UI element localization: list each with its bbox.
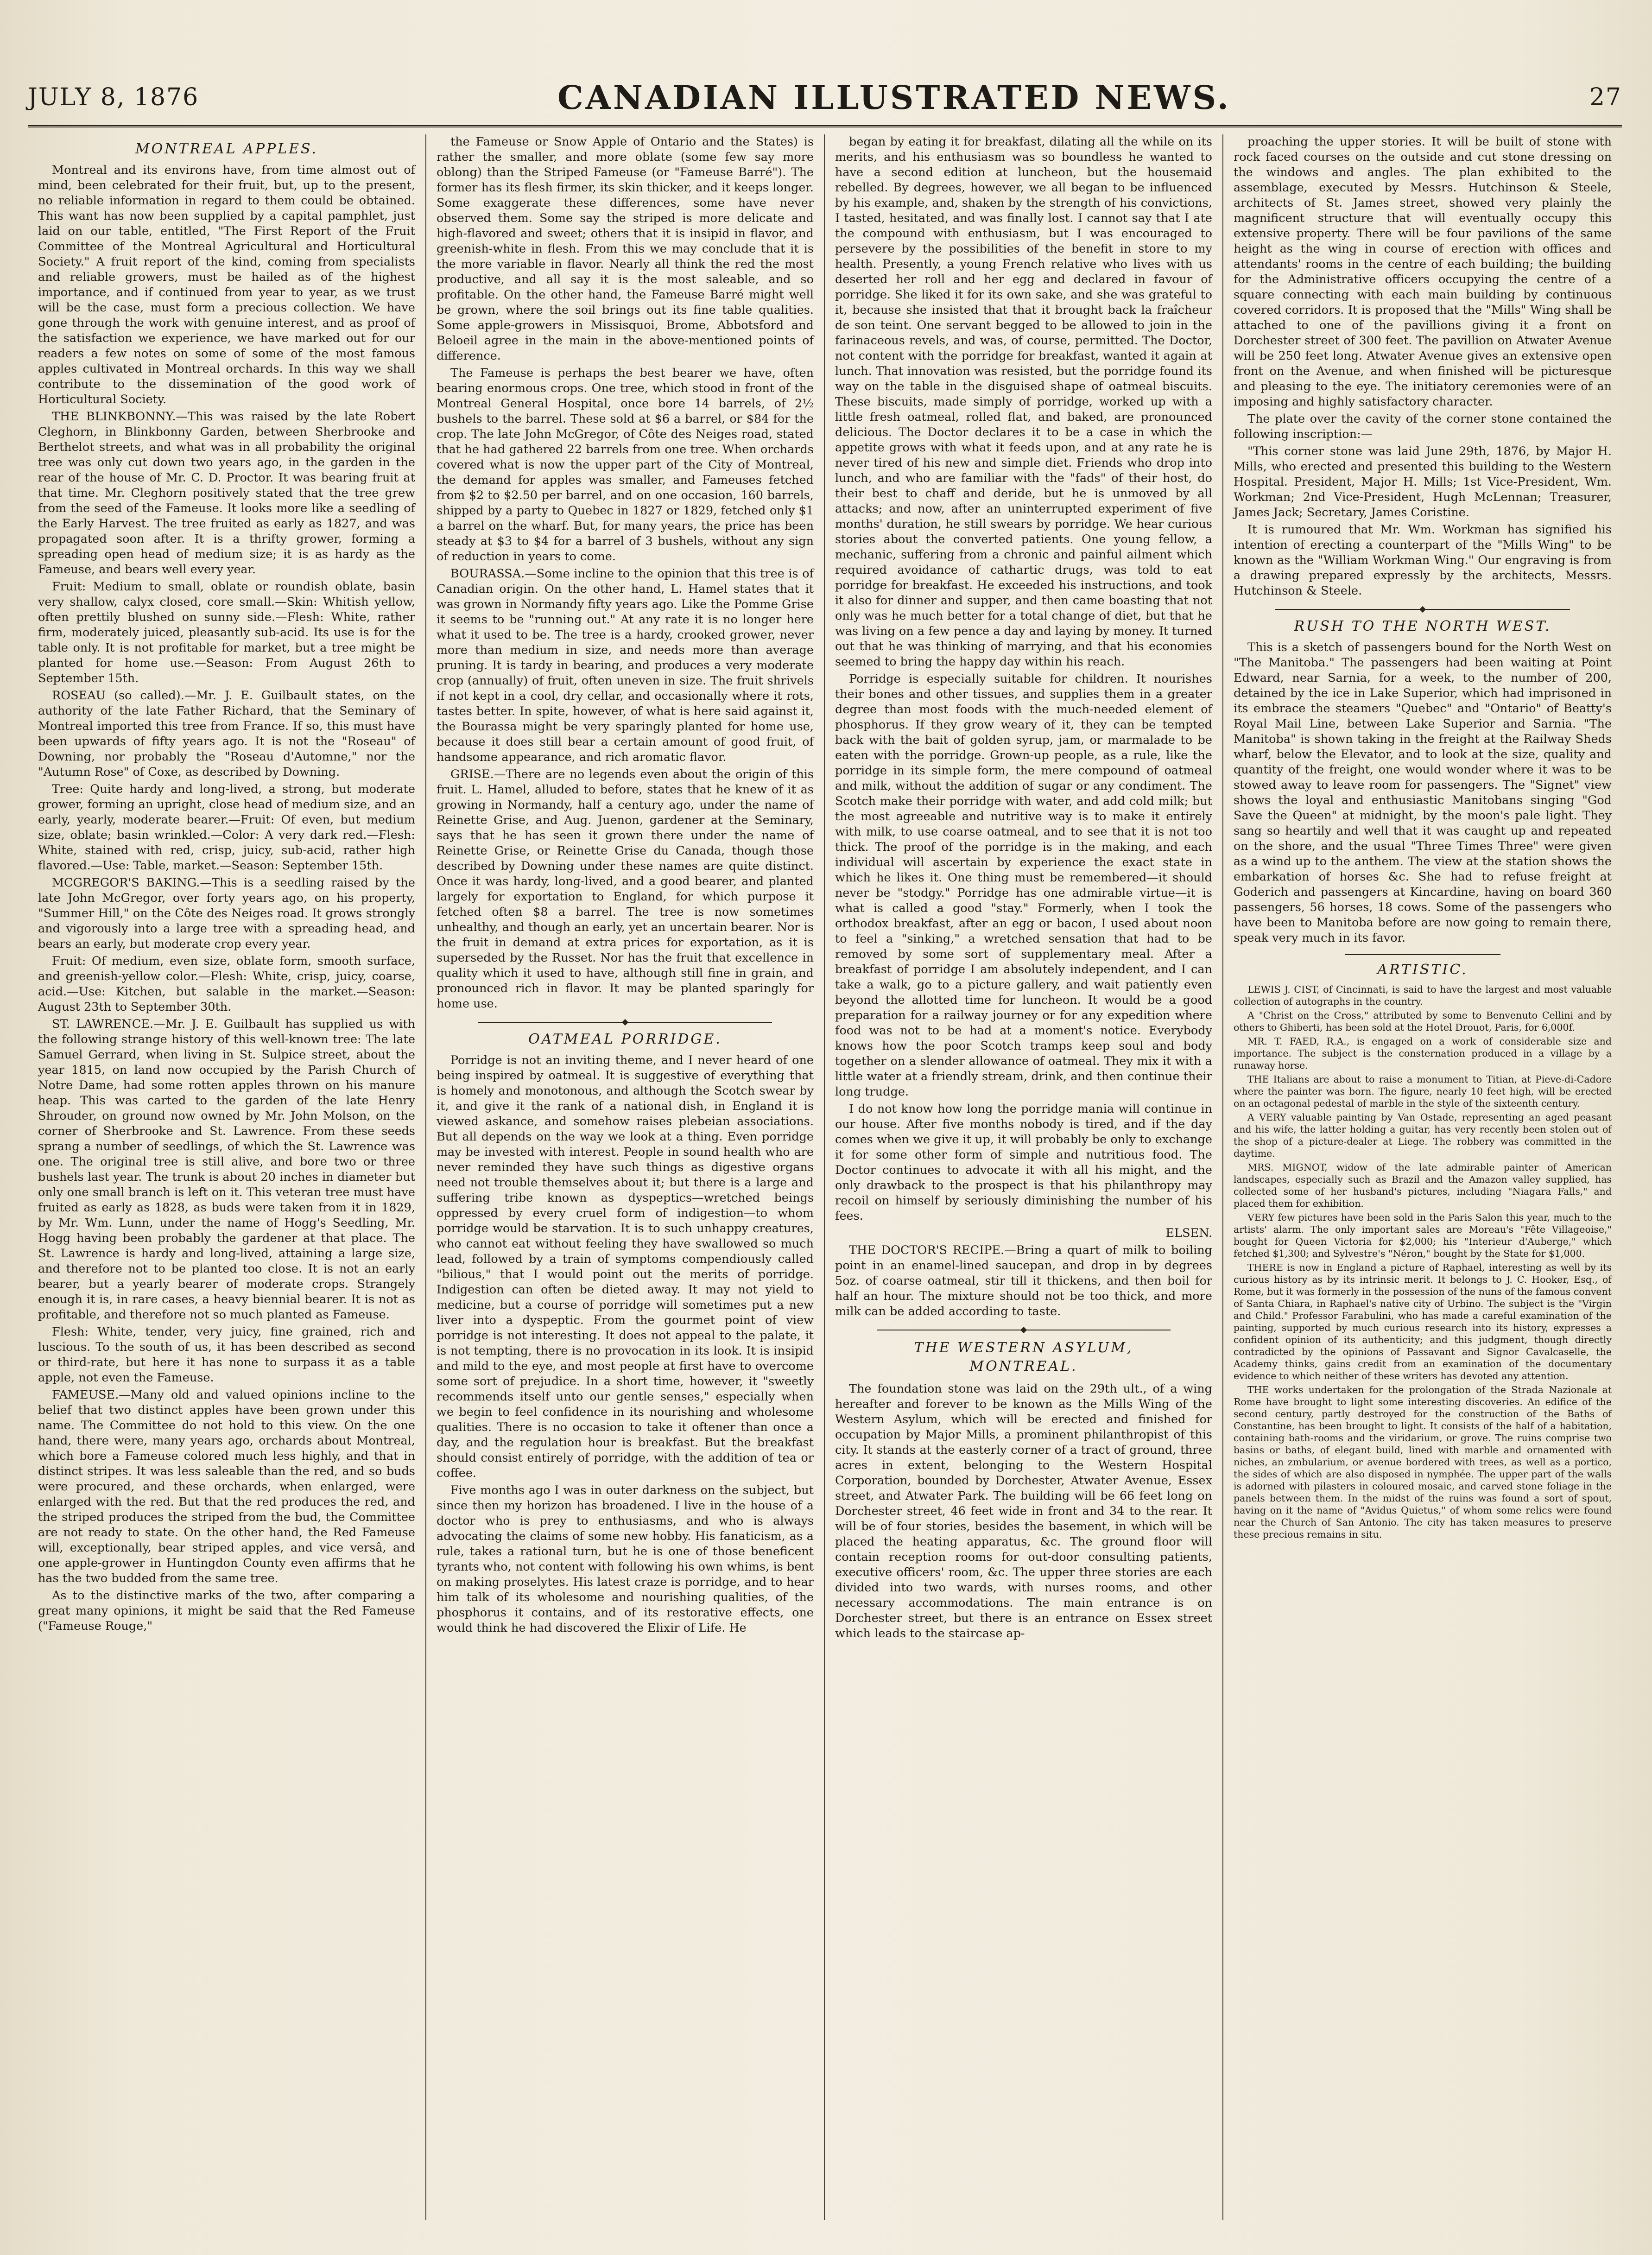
- artistic-notes: [1234, 983, 1612, 1540]
- paragraph: This is a sketch of passengers bound for the North West on "The Manitoba." The passengers had been waiting at Point Edward, near Sarnia, for a week, to the number of 200, detained by the ice in Lake Superior, which had imprisoned in its embrace the steamers "Quebec" and "Ontario" of Beatty's Royal Mail Line, between Lake Superior and Sarnia. "The Manitoba" is shown taking in the freight at the Railway Sheds wharf, below the Elevator, and to look at the size, quality and quantity of the freight, one would wonder where it was to be stowed away to leave room for passengers. The "Signet" view shows the loyal and enthusiastic Manitobans singing "God Save the Queen" at midnight, by the moon's pale light. They sang so heartily and well that it was caught up and repeated on the shore, and the usual "Three Times Three" were given as a wind up to the anthem. The view at the station shows the embarkation of horses &c. She had to refuse freight at Goderich and passengers at Kincardine, having on board 360 passengers, 56 horses, 18 cows. Some of the passengers who have been to Manitoba before are now going to remain there, speak very much in its favor.: [1234, 640, 1612, 945]
- page-number: 27: [1589, 83, 1622, 111]
- paragraph: The plate over the cavity of the corner stone contained the following inscription:—: [1234, 412, 1612, 441]
- page-header: [28, 70, 1622, 127]
- paragraph: GRISE.—There are no legends even about the origin of this fruit. L. Hamel, alluded to before, states that he knew of it as growing in Normandy, half a century ago, under the name of Reinette Grise, and Aug. Juenon, gardener at the Seminary, says that he has seen it grown there under the name of Reinette Grise, or Reinette Grise du Canada, though those described by Downing under these names are quite distinct. Once it was hardy, long-lived, and a good bearer, and planted largely for exportation to England, for which purpose it fetched often $8 a barrel. The tree is now sometimes unhealthy, and though an early, yet an uncertain bearer. Nor is the fruit in demand at extra prices for exportation, as it is superseded by the Russet. Nor has the fruit that excellence in quality which it used to have, although still fine in grain, and pronounced rich in flavor. It may be planted sparingly for home use.: [437, 767, 814, 1011]
- paragraph: THE BLINKBONNY.—This was raised by the late Robert Cleghorn, in Blinkbonny Garden, between Sherbrooke and Berthelot streets, and what was in all probability the original tree was only cut down two years ago, in the garden in the rear of the house of Mr. C. D. Proctor. It was bearing fruit at that time. Mr. Cleghorn positively stated that the tree grew from the seed of the Fameuse. It looks more like a seedling of the Early Harvest. The tree fruited as early as 1827, and was propagated soon after. It is a thrifty grower, forming a spreading open head of medium size; it is as hardy as the Fameuse, and bears well every year.: [38, 410, 415, 576]
- article-body: [835, 1381, 1212, 1641]
- article-title-artistic: ARTISTIC.: [1377, 962, 1468, 978]
- paragraph: Montreal and its environs have, from time almost out of mind, been celebrated for their fruit, but, up to the present, no reliable information in regard to them could be obtained. This want has now been supplied by a capital pamphlet, just laid on our table, entitled, "The First Report of the Fruit Committee of the Montreal Agricultural and Horticultural Society." A fruit report of the kind, coming from specialists and reliable growers, must be hailed as of the highest importance, and if continued from year to year, as we trust will be the case, must form a precious collection. We have gone through the work with genuine interest, and as proof of the satisfaction we experience, we have marked out for our readers a few notes on some of some of the most famous apples cultivated in Montreal orchards. In this way we shall contribute to the dissemination of the good work of Horticultural Society.: [38, 163, 415, 406]
- paragraph: THERE is now in England a picture of Raphael, interesting as well by its curious history as by its intrinsic merit. It belongs to J. C. Hooker, Esq., of Rome, but it was formerly in the possession of the nuns of the famous convent of Santa Chiara, in Raphael's native city of Urbino. The subject is the "Virgin and Child." Professor Farabulini, who has made a careful examination of the painting, supported by much curious research into its history, expresses a confident opinion of its authenticity; and this judgment, though directly contradicted by the opinions of Passavant and Signor Cavalcaselle, the Academy thinks, gains credit from an examination of the documentary evidence to which neither of these writers has devoted any attention.: [1234, 1262, 1612, 1381]
- paragraph: As to the distinctive marks of the two, after comparing a great many opinions, it might be said that the Red Fameuse ("Fameuse Rouge,": [38, 1589, 415, 1633]
- paragraph: It is rumoured that Mr. Wm. Workman has signified his intention of erecting a counterpart of the "Mills Wing" to be known as the "William Workman Wing." Our engraving is from a drawing prepared expressly by the architects, Messrs. Hutchinson & Steele.: [1234, 523, 1612, 598]
- paragraph: FAMEUSE.—Many old and valued opinions incline to the belief that two distinct apples have been grown under this name. The Committee do not hold to this view. On the one hand, there were, many years ago, orchards about Montreal, which bore a Fameuse colored much less highly, and that in distinct stripes. It was less saleable than the red, and so buds were procured, and these orchards, when enlarged, were enlarged with the red. But that the red produces the red, and the striped produces the striped from the bud, the Committee are not ready to state. On the other hand, the Red Fameuse will, exceptionally, bear striped apples, and vice versâ, and one apple-grower in Huntingdon County even affirms that he has the two budded from the same tree.: [38, 1388, 415, 1585]
- article-body-continued: [1234, 134, 1612, 599]
- title-line: MONTREAL.: [969, 1358, 1078, 1375]
- article-title-oatmeal-porridge: OATMEAL PORRIDGE.: [528, 1031, 722, 1047]
- recipe-paragraph: THE DOCTOR'S RECIPE.—Bring a quart of milk to boiling point in an enamel-lined saucepan, and drop in by degrees 5oz. of coarse oatmeal, stir till it thickens, and then boil for half an hour. The mixture should not be too thick, and more milk can be added according to taste.: [835, 1243, 1212, 1318]
- paragraph: I do not know how long the porridge mania will continue in our house. After five months nobody is tired, and if the day comes when we give it up, it will probably be only to exchange it for some other form of simple and nutritious food. The Doctor continues to advocate it with all his might, and the only drawback to the prospect is that his philanthropy may recoil on himself by seriously diminishing the number of his fees.: [835, 1102, 1212, 1223]
- masthead: CANADIAN ILLUSTRATED NEWS.: [557, 78, 1231, 117]
- paragraph: Fruit: Of medium, even size, oblate form, smooth surface, and greenish-yellow color.—Flesh: White, crisp, juicy, coarse, acid.—Use: Kitchen, but salable in the market.—Season: August 23th to September 30th.: [38, 954, 415, 1014]
- article-title-montreal-apples: MONTREAL APPLES.: [135, 141, 318, 157]
- paragraph: Flesh: White, tender, very juicy, fine grained, rich and luscious. To the south of us, it has been described as second or third-rate, but here it has none to surpass it as a table apple, not even the Fameuse.: [38, 1325, 415, 1385]
- paragraph: MR. T. FAED, R.A., is engaged on a work of considerable size and importance. The subject is the consternation produced in a village by a runaway horse.: [1234, 1036, 1612, 1071]
- article-body-continued: [437, 134, 814, 1012]
- paragraph: BOURASSA.—Some incline to the opinion that this tree is of Canadian origin. On the other hand, L. Hamel states that it was grown in Normandy fifty years ago. Like the Pomme Grise it seems to be "running out." At any rate it is no longer here what it used to be. The tree is a hardy, crooked grower, never more than medium in size, and needs more than average pruning. It is tardy in bearing, and produces a very moderate crop (annually) of fruit, often uneven in size. The fruit shrivels if not kept in a cool, dry cellar, and occasionally where it rots, tastes better. In spite, however, of what is here said against it, the Bourassa might be very sparingly planted for home use, because it does still bear a certain amount of good fruit, of handsome appearance, and rich aromatic flavor.: [437, 567, 814, 764]
- column-4: [1223, 134, 1622, 2220]
- article-title-rush-north-west: RUSH TO THE NORTH WEST.: [1294, 618, 1551, 634]
- paragraph: A VERY valuable painting by Van Ostade, representing an aged peasant and his wife, the latter holding a guitar, has very recently been stolen out of the shop of a picture-dealer at Liege. The robbery was committed in the daytime.: [1234, 1112, 1612, 1159]
- paragraph: Fruit: Medium to small, oblate or roundish oblate, basin very shallow, calyx closed, core small.—Skin: Whitish yellow, often prettily blushed on sunny side.—Flesh: White, rather firm, moderately juiced, pleasantly sub-acid. Its use is for the table only. It is not profitable for market, but a tree might be planted for home use.—Season: From August 26th to September 15th.: [38, 580, 415, 685]
- paragraph: Porridge is not an inviting theme, and I never heard of one being inspired by oatmeal. It is suggestive of everything that is homely and monotonous, and although the Scotch swear by it, and give it the rank of a national dish, in England it is viewed askance, and somehow raises plebeian associations. But all depends on the way we look at a thing. Even porridge may be invested with interest. People in sound health who are never reminded they have such things as digestive organs need not trouble themselves about it; but there is a large and suffering tribe known as dyspeptics—wretched beings oppressed by every cruel form of indigestion—to whom porridge would be starvation. It is to such unhappy creatures, who cannot eat without feeling they have swallowed so much lead, followed by a train of symptoms compendiously called "bilious," that I would point out the merits of porridge. Indigestion can often be dieted away. It may not yield to medicine, but a course of porridge will sometimes put a new liver into a dyspeptic. From the gourmet point of view porridge is not interesting. It does not appeal to the palate, it is not tempting, there is no provocation in its look. It is insipid and mild to the eye, and most people at first have to overcome some sort of prejudice. In a short time, however, it "sweetly recommends itself unto our gentle senses," especially when we begin to feel confidence in its nourishing and wholesome qualities. There is no occasion to take it oftener than once a day, and the regulation hour is breakfast. But the breakfast should consist entirely of porridge, with the addition of tea or coffee.: [437, 1053, 814, 1480]
- article-body: [38, 163, 415, 1634]
- paragraph: began by eating it for breakfast, dilating all the while on its merits, and his enthusiasm was so boundless he wanted to have a second edition at luncheon, but the housemaid rebelled. By degrees, however, we all began to be influenced by his example, and, shaken by the strength of his convictions, I tasted, hesitated, and was finally lost. I cannot say that I ate the compound with enthusiasm, but I was encouraged to persevere by the possibilities of the benefit in store to my health. Presently, a young French relative who lives with us deserted her roll and her egg and declared in favour of porridge. She liked it for its own sake, and she was grateful to it, because she insisted that that it brought back la fraîcheur de son teint. One servant begged to be allowed to join in the farinaceous revels, and was, of course, permitted. The Doctor, not content with the porridge for breakfast, wanted it again at lunch. That innovation was resisted, but the porridge found its way on the table in the disguised shape of oatmeal biscuits. These biscuits, made simply of porridge, worked up with a little fresh oatmeal, rolled flat, and baked, are pronounced delicious. The Doctor declares it to be a case in which the appetite grows with what it feeds upon, and at any rate he is never tired of his new and simple diet. Friends who drop into lunch, and who are familiar with the "fads" of their host, do their best to chaff and deride, but he is unmoved by all attacks; and now, after an uninterrupted experiment of five months' duration, he still swears by porridge. We hear curious stories about the converted patients. One young fellow, a mechanic, suffering from a chronic and painful ailment which required avoidance of cathartic drugs, was told to eat porridge for breakfast. He exceeded his instructions, and took it also for dinner and supper, and then came boasting that not only was he much better for a total change of diet, but that he was living on a few pence a day and laying by money. It turned out that he was thinking of marrying, and that his economies seemed to bring the happy day within his reach.: [835, 135, 1212, 669]
- paragraph: proaching the upper stories. It will be built of stone with rock faced courses on the outside and cut stone dressing on the windows and angles. The plan exhibited to the assemblage, executed by Messrs. Hutchinson & Steele, architects of St. James street, showed very plainly the magnificent structure that will eventually occupy this extensive property. There will be four pavilions of the same height as the wing in course of erection with offices and attendants' rooms in the centre of each building; the building for the Administrative officers occupying the centre of a square connecting with each main building by continuous covered corridors. It is proposed that the "Mills" Wing shall be attached to one of the pavillions giving it a front on Dorchester street of 300 feet. The pavillion on Atwater Avenue will be 250 feet long. Atwater Avenue gives an extensive open front on the Avenue, and when finished will be picturesque and pleasing to the eye. The initiatory ceremonies were of an imposing and highly satisfactory character.: [1234, 135, 1612, 409]
- paragraph: ROSEAU (so called).—Mr. J. E. Guilbault states, on the authority of the late Father Richard, that the Seminary of Montreal imported this tree from France. If so, this must have been upwards of fifty years ago. It is not the "Roseau" of Downing, nor probably the "Roseau d'Automne," nor the "Autumn Rose" of Coxe, as described by Downing.: [38, 689, 415, 779]
- paragraph: The Fameuse is perhaps the best bearer we have, often bearing enormous crops. One tree, which stood in front of the Montreal General Hospital, once bore 14 barrels, of 2½ bushels to the barrel. These sold at $6 a barrel, or $84 for the crop. The late John McGregor, of Côte des Neiges road, stated that he had gathered 22 barrels from one tree. When orchards covered what is now the upper part of the City of Montreal, the demand for apples was smaller, and Fameuses fetched from $2 to $2.50 per barrel, and on one occasion, 160 barrels, shipped by a party to Quebec in 1827 or 1829, fetched only $1 a barrel on the wharf. But, for many years, the price has been steady at $3 to $4 for a barrel of 3 bushels, without any sign of reduction in years to come.: [437, 366, 814, 564]
- article-signature: ELSEN.: [1165, 1226, 1212, 1240]
- section-divider: [478, 1022, 772, 1023]
- article-body: [437, 1053, 814, 1636]
- paragraph: THE works undertaken for the prolongation of the Strada Nazionale at Rome have brought to light some interesting discoveries. An edifice of the second century, partly destroyed for the construction of the Baths of Constantine, has been brought to light. It consists of the half of a habitation, containing bath-rooms and the viridarium, or grove. The ruins comprise two basins or baths, of elegant build, lined with marble and ornamented with niches, an zmbularium, or avenue bordered with trees, as well as a portico, the sides of which are also disposed in nymphée. The upper part of the walls is adorned with pilasters in coloured mosaic, and carved stone foliage in the panels between them. In the midst of the ruins was found a sort of spout, having on it the name of "Avidus Quietus," of whom some relics were found near the Church of San Antonio. The city has taken measures to preserve these precious remains in situ.: [1234, 1384, 1612, 1540]
- paragraph: ST. LAWRENCE.—Mr. J. E. Guilbault has supplied us with the following strange history of this well-known tree: The late Samuel Gerrard, when living in St. Sulpice street, about the year 1815, on land now occupied by the Parish Church of Notre Dame, had some rotten apples thrown on his manure heap. This was carted to the garden of the late Henry Shrouder, on ground now owned by Mr. John Molson, on the corner of Sherbrooke and St. Lawrence. From these seeds sprang a number of seedlings, of which the St. Lawrence was one. The original tree is still alive, and bore two or three bushels last year. The trunk is about 20 inches in diameter but only one small branch is left on it. This veteran tree must have fruited as early as 1828, as buds were taken from it in 1829, by Mr. Wm. Lunn, under the name of Hogg's Seedling, Mr. Hogg having been probably the gardener at that place. The St. Lawrence is hardy and long-lived, attaining a large size, and therefore not to be planted too close. It is not an early bearer, but a yearly bearer of moderate crops. Strangely enough it is, in rare cases, a heavy biennial bearer. It is not as profitable, and therefore not so much planted as Fameuse.: [38, 1017, 415, 1322]
- paragraph: A "Christ on the Cross," attributed by some to Benvenuto Cellini and by others to Ghiberti, has been sold at the Hotel Drouot, Paris, for 6,000f.: [1234, 1010, 1612, 1033]
- section-divider: [1275, 609, 1570, 610]
- columns: [28, 134, 1622, 2220]
- issue-date: JULY 8, 1876: [28, 83, 199, 111]
- column-1: [28, 134, 426, 2220]
- article-body: [1234, 640, 1612, 946]
- column-2: [426, 134, 825, 2220]
- paragraph: Tree: Quite hardy and long-lived, a strong, but moderate grower, forming an upright, close head of medium size, and an early, yearly, moderate bearer.—Fruit: Of even, but medium size, oblate; basin wrinkled.—Color: A very dark red.—Flesh: White, stained with red, crisp, juicy, sub-acid, rather high flavored.—Use: Table, market.—Season: September 15th.: [38, 782, 415, 873]
- section-divider: [1345, 954, 1500, 955]
- paragraph: the Fameuse or Snow Apple of Ontario and the States) is rather the smaller, and more oblate (some few say more oblong) than the Striped Fameuse (or "Fameuse Barré"). The former has its flesh firmer, its skin thicker, and it keeps longer. Some exaggerate these differences, some have never observed them. Some say the striped is more delicate and high-flavored and sweet; others that it is insipid in flavor, and greenish-white in flesh. From this we may conclude that it is the more variable in flavor. Nearly all think the red the most productive, and all say it is the most saleable, and so profitable. On the other hand, the Fameuse Barré might well be grown, where the soil brings out its fine table qualities. Some apple-growers in Missisquoi, Brome, Abbotsford and Beloeil agree in the main in the above-mentioned points of difference.: [437, 135, 814, 363]
- paragraph: MRS. MIGNOT, widow of the late admirable painter of American landscapes, especially such as Brazil and the Amazon valley supplied, has collected some of her husband's pictures, including "Niagara Falls," and placed them for exhibition.: [1234, 1162, 1612, 1209]
- article-title-western-asylum: [835, 1339, 1212, 1376]
- title-line: THE WESTERN ASYLUM,: [914, 1340, 1133, 1356]
- paragraph: MCGREGOR'S BAKING.—This is a seedling raised by the late John McGregor, over forty years ago, on his property, "Summer Hill," on the Côte des Neiges road. It grows strongly and vigorously into a large tree with a spreading head, and bears an early, but moderate crop every year.: [38, 876, 415, 951]
- paragraph: VERY few pictures have been sold in the Paris Salon this year, much to the artists' alarm. The only important sales are Moreau's "Fête Villageoise," bought for Queen Victoria for $2,000; his "Interieur d'Auberge," which fetched $1,300; and Sylvestre's "Néron," bought by the State for $1,000.: [1234, 1212, 1612, 1259]
- column-3: [825, 134, 1223, 2220]
- paragraph: The foundation stone was laid on the 29th ult., of a wing hereafter and forever to be known as the Mills Wing of the Western Asylum, which will be erected and finished for occupation by Major Mills, a prominent philanthropist of this city. It stands at the easterly corner of a tract of ground, three acres in extent, belonging to the Western Hospital Corporation, bounded by Dorchester, Atwater Avenue, Essex street, and Atwater Park. The building will be 66 feet long on Dorchester street, 46 feet wide in front and 34 to the rear. It will be of four stories, besides the basement, in which will be placed the heating apparatus, &c. The ground floor will contain reception rooms for out-door consulting patients, executive officers' room, &c. The upper three stories are each divided into two wards, with nurses rooms, and other necessary accommodations. The main entrance is on Dorchester street, but there is an entrance on Essex street which leads to the staircase ap-: [835, 1382, 1212, 1641]
- paragraph: LEWIS J. CIST, of Cincinnati, is said to have the largest and most valuable collection of autographs in the country.: [1234, 984, 1612, 1007]
- paragraph: Five months ago I was in outer darkness on the subject, but since then my horizon has broadened. I live in the house of a doctor who is prey to enthusiasms, and who is always advocating the claims of some new hobby. His fanaticism, as a rule, takes a rational turn, but he is one of those beneficent tyrants who, not content with following his own whims, is bent on making proselytes. His latest craze is porridge, and to hear him talk of its wholesome and nourishing qualities, of the phosphorus it contains, and of its restorative effects, one would think he had discovered the Elixir of Life. He: [437, 1483, 814, 1635]
- paragraph: THE Italians are about to raise a monument to Titian, at Pieve-di-Cadore where the painter was born. The figure, nearly 10 feet high, will be erected on an octagonal pedestal of marble in the style of the sixteenth century.: [1234, 1074, 1612, 1109]
- article-body-continued: [835, 134, 1212, 1224]
- paragraph: "This corner stone was laid June 29th, 1876, by Major H. Mills, who erected and presented this building to the Western Hospital. President, Major H. Mills; 1st Vice-President, Wm. Workman; 2nd Vice-President, Hugh McLennan; Treasurer, James Jack; Secretary, James Coristine.: [1234, 444, 1612, 519]
- paragraph: Porridge is especially suitable for children. It nourishes their bones and other tissues, and supplies them in a greater degree than most foods with the much-needed element of phosphorus. If they grow weary of it, they can be tempted back with the bait of golden syrup, jam, or marmalade to be eaten with the porridge. Grown-up people, as a rule, like the porridge in its simple form, the mere compound of oatmeal and milk, without the addition of sugar or any condiment. The Scotch make their porridge with water, and add cold milk; but the most agreeable and nutritive way is to make it entirely with milk, to use coarse oatmeal, and to see that it is not too thick. The proof of the porridge is in the making, and each individual will ascertain by experience the exact state in which he likes it. One thing must be remembered—it should never be "stodgy." Porridge has one admirable virtue—it is what is called a good "stay." Formerly, when I took the orthodox breakfast, after an egg or bacon, I used about noon to feel a "sinking," a wretched sensation that had to be removed by some sort of supplementary meal. After a breakfast of porridge I am absolutely independent, and I can take a walk, go to a picture gallery, and wait patiently even beyond the allotted time for luncheon. It would be a good preparation for a railway journey or for any expedition where food was not to be had at a moment's notice. Everybody knows how the poor Scotch tramps keep soul and body together on a slender allowance of oatmeal. They mix it with a little water at a friendly stream, drink, and then continue their long trudge.: [835, 672, 1212, 1099]
